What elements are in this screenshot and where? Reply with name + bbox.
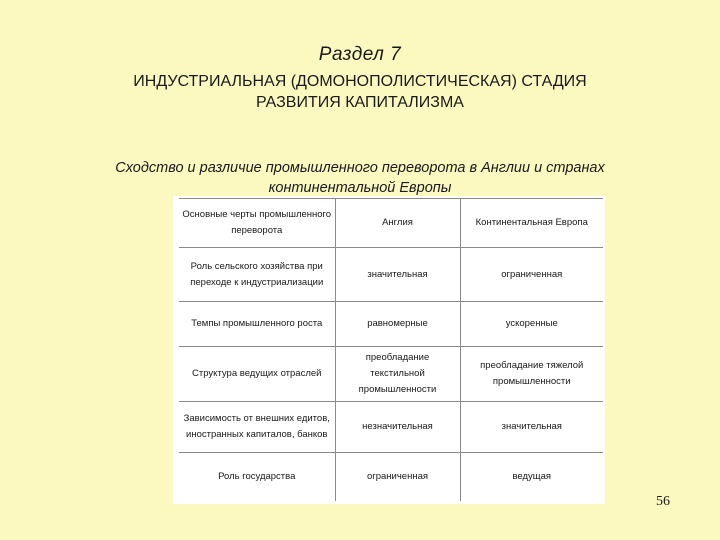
main-heading-line-2: РАЗВИТИЯ КАПИТАЛИЗМА — [256, 94, 464, 111]
row-feature: Роль государства — [179, 453, 335, 502]
section-title: Раздел 7 — [318, 44, 402, 65]
table-row — [179, 453, 603, 502]
row-europe-value: ограниченная — [460, 248, 603, 302]
comparison-subtitle — [40, 158, 680, 198]
row-england-value: ограниченная — [335, 453, 460, 502]
row-feature: Роль сельского хозяйства при переходе к индустриализации — [179, 248, 335, 302]
main-heading — [60, 71, 660, 113]
row-europe-value: ведущая — [460, 453, 603, 502]
row-england-value: преобладание текстильной промышленности — [335, 347, 460, 402]
main-heading-line-1: ИНДУСТРИАЛЬНАЯ (ДОМОНОПОЛИСТИЧЕСКАЯ) СТАДИЯ — [133, 73, 587, 90]
table-row — [179, 347, 603, 402]
subtitle-line-2: континентальной Европы — [268, 180, 452, 196]
subtitle-line-1: Сходство и различие промышленного переворота в Англии и странах — [115, 160, 605, 176]
comparison-table-panel — [173, 196, 605, 504]
header-features: Основные черты промышленного переворота — [179, 199, 335, 248]
row-europe-value: значительная — [460, 402, 603, 453]
row-england-value: незначительная — [335, 402, 460, 453]
table-row — [179, 302, 603, 347]
row-england-value: равномерные — [335, 302, 460, 347]
row-feature: Структура ведущих отраслей — [179, 347, 335, 402]
table-row — [179, 402, 603, 453]
page-number: 56 — [656, 494, 670, 509]
row-england-value: значительная — [335, 248, 460, 302]
comparison-table — [179, 198, 603, 501]
row-europe-value: преобладание тяжелой промышленности — [460, 347, 603, 402]
row-europe-value: ускоренные — [460, 302, 603, 347]
row-feature: Темпы промышленного роста — [179, 302, 335, 347]
header-continental-europe: Континентальная Европа — [460, 199, 603, 248]
header-england: Англия — [335, 199, 460, 248]
row-feature: Зависимость от внешних едитов, иностранных капиталов, банков — [179, 402, 335, 453]
table-header-row — [179, 199, 603, 248]
table-row — [179, 248, 603, 302]
